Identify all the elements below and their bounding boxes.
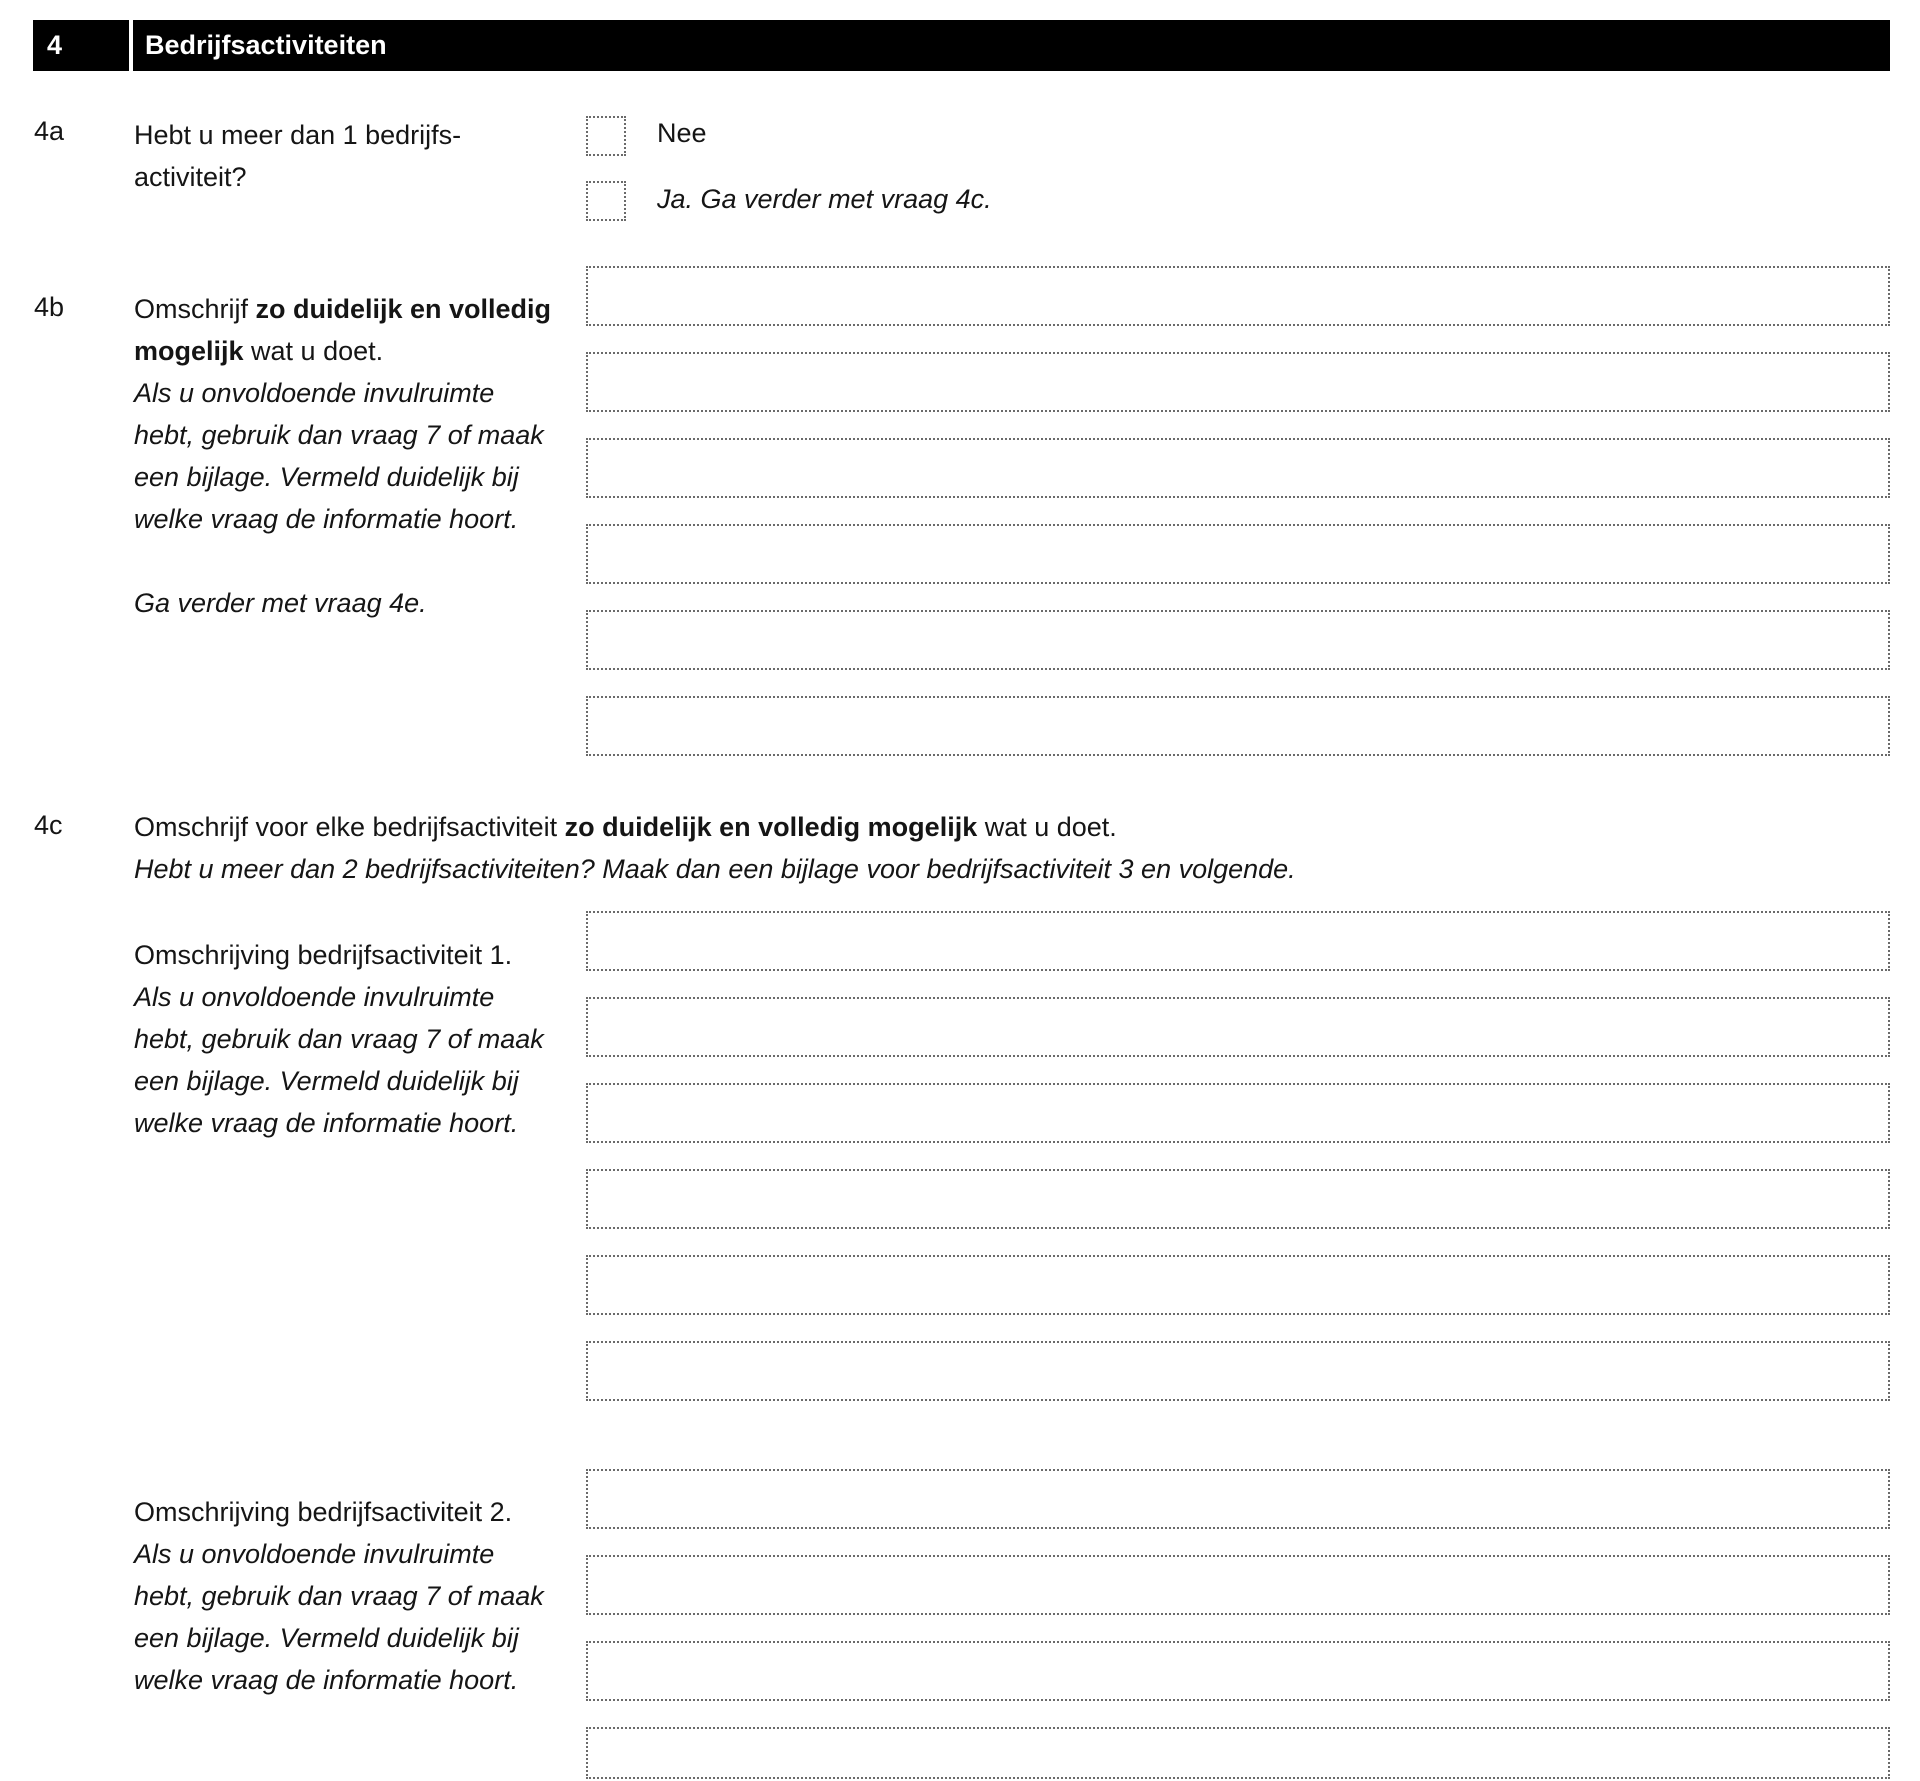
text-field-activity-1-line-1[interactable] — [586, 911, 1890, 971]
question-4b-pre: Omschrijf — [134, 294, 256, 324]
text-field-4b-line-5[interactable] — [586, 610, 1890, 670]
question-4c-bold: zo duidelijk en volledig mogelijk — [564, 812, 978, 842]
question-4a-line2: activiteit? — [134, 162, 247, 192]
section-number: 4 — [47, 30, 63, 60]
text-field-activity-2-line-1[interactable] — [586, 1469, 1890, 1529]
question-number-4b: 4b — [34, 292, 65, 322]
option-ja-label: Ja. Ga verder met vraag 4c. — [657, 184, 992, 214]
text-field-4b-line-4[interactable] — [586, 524, 1890, 584]
text-field-activity-2-line-3[interactable] — [586, 1641, 1890, 1701]
activity-1-label: Omschrijving bedrijfsactiviteit 1. — [134, 940, 513, 970]
text-field-activity-1-line-5[interactable] — [586, 1255, 1890, 1315]
question-4b-goto: Ga verder met vraag 4e. — [134, 588, 427, 618]
text-field-4b-line-3[interactable] — [586, 438, 1890, 498]
activity-2-description — [134, 1491, 554, 1701]
question-4c-pre: Omschrijf voor elke bedrijfsactiviteit — [134, 812, 565, 842]
activity-1-hint: Als u onvoldoende invulruimte hebt, gebruik dan vraag 7 of maak een bijlage. Vermeld duidelijk bij welke vraag de informatie hoort. — [134, 982, 544, 1138]
question-4b-bold: zo duidelijk en volledig mogelijk — [134, 294, 552, 366]
text-field-4b-line-2[interactable] — [586, 352, 1890, 412]
question-4c-post: wat u doet. — [977, 812, 1117, 842]
question-4b-text — [134, 288, 554, 624]
question-4c-hint: Hebt u meer dan 2 bedrijfsactiviteiten? Maak dan een bijlage voor bedrijfsactiviteit 3 en volgende. — [134, 854, 1296, 884]
question-4a-line1: Hebt u meer dan 1 bedrijfs- — [134, 120, 462, 150]
text-field-activity-2-line-4[interactable] — [586, 1727, 1890, 1779]
activity-2-label: Omschrijving bedrijfsactiviteit 2. — [134, 1497, 513, 1527]
question-4b-hint: Als u onvoldoende invulruimte hebt, gebruik dan vraag 7 of maak een bijlage. Vermeld duidelijk bij welke vraag de informatie hoort. — [134, 378, 544, 534]
text-field-4b-line-1[interactable] — [586, 266, 1890, 326]
checkbox-nee[interactable] — [586, 116, 626, 156]
question-4b-post: wat u doet. — [243, 336, 384, 366]
header-divider — [129, 20, 133, 71]
section-title: Bedrijfsactiviteiten — [145, 30, 387, 60]
text-field-activity-1-line-4[interactable] — [586, 1169, 1890, 1229]
question-4a-text — [134, 114, 554, 198]
option-nee-label: Nee — [657, 118, 707, 148]
question-4c-text — [134, 806, 1634, 890]
text-field-activity-1-line-2[interactable] — [586, 997, 1890, 1057]
text-field-activity-1-line-6[interactable] — [586, 1341, 1890, 1401]
text-field-activity-2-line-2[interactable] — [586, 1555, 1890, 1615]
question-number-4c: 4c — [34, 810, 63, 840]
activity-1-description — [134, 934, 554, 1144]
question-number-4a: 4a — [34, 116, 65, 146]
activity-2-hint: Als u onvoldoende invulruimte hebt, gebruik dan vraag 7 of maak een bijlage. Vermeld duidelijk bij welke vraag de informatie hoort. — [134, 1539, 544, 1695]
section-header — [33, 20, 1890, 71]
text-field-activity-1-line-3[interactable] — [586, 1083, 1890, 1143]
checkbox-ja[interactable] — [586, 181, 626, 221]
text-field-4b-line-6[interactable] — [586, 696, 1890, 756]
